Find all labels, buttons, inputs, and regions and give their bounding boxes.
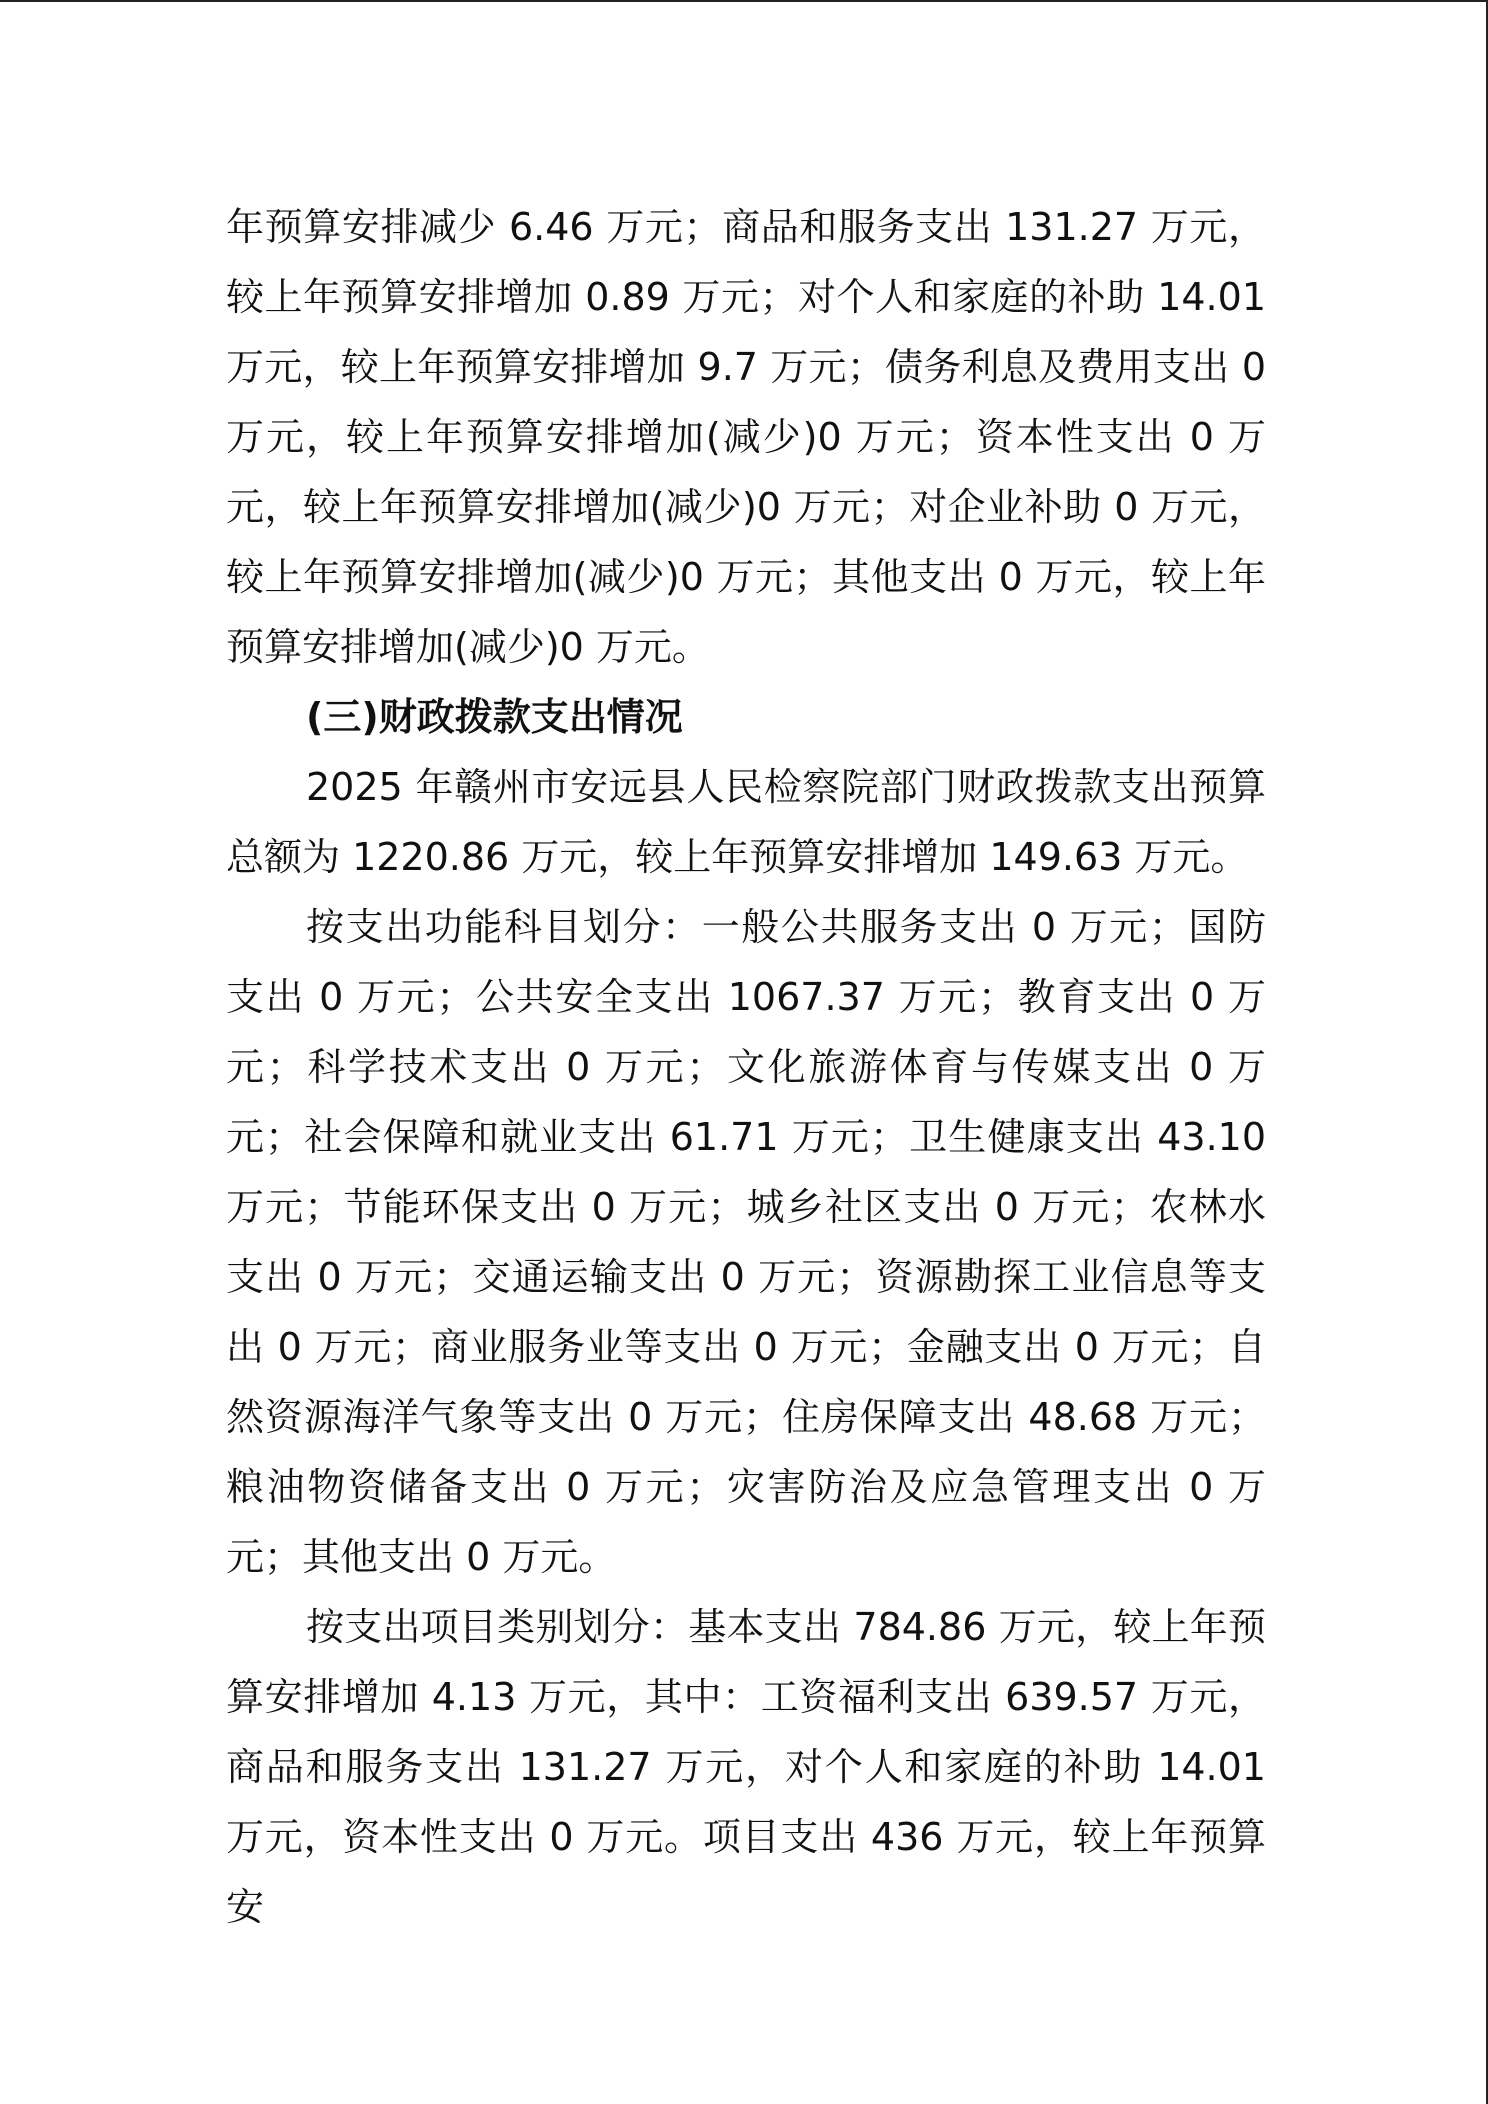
document-body (226, 192, 1266, 1942)
paragraph-expense-changes: 年预算安排减少 6.46 万元；商品和服务支出 131.27 万元，较上年预算安排增加 0.89 万元；对个人和家庭的补助 14.01 万元，较上年预算安排增加 9.7 万元；债务利息及费用支出 0 万元，较上年预算安排增加(减少)0 万元；资本性支出 0 万元，较上年预算安排增加(减少)0 万元；对企业补助 0 万元，较上年预算安排增加(减少)0 万元；其他支出 0 万元，较上年预算安排增加(减少)0 万元。 (226, 205, 1266, 669)
paragraph-project-classification: 按支出项目类别划分：基本支出 784.86 万元，较上年预算安排增加 4.13 万元，其中：工资福利支出 639.57 万元，商品和服务支出 131.27 万元，对个人和家庭的补助 14.01 万元，资本性支出 0 万元。项目支出 436 万元，较上年预算安 (226, 1605, 1266, 1929)
paragraph-functional-classification: 按支出功能科目划分：一般公共服务支出 0 万元；国防支出 0 万元；公共安全支出 1067.37 万元；教育支出 0 万元；科学技术支出 0 万元；文化旅游体育与传媒支出 0 万元；社会保障和就业支出 61.71 万元；卫生健康支出 43.10 万元；节能环保支出 0 万元；城乡社区支出 0 万元；农林水支出 0 万元；交通运输支出 0 万元；资源勘探工业信息等支出 0 万元；商业服务业等支出 0 万元；金融支出 0 万元；自然资源海洋气象等支出 0 万元；住房保障支出 48.68 万元；粮油物资储备支出 0 万元；灾害防治及应急管理支出 0 万元；其他支出 0 万元。 (226, 905, 1266, 1579)
section-heading-fiscal-expenditure: (三)财政拨款支出情况 (306, 695, 683, 739)
paragraph-total-budget: 2025 年赣州市安远县人民检察院部门财政拨款支出预算总额为 1220.86 万元，较上年预算安排增加 149.63 万元。 (226, 765, 1266, 879)
